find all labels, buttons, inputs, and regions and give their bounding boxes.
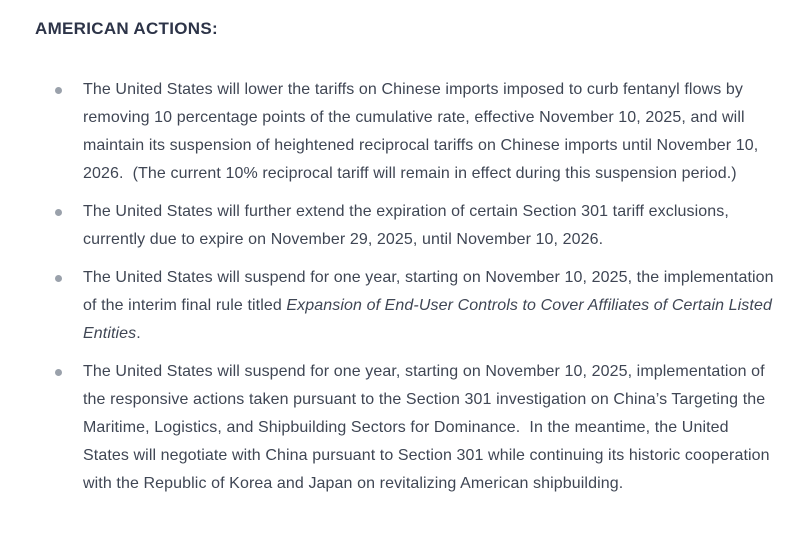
bullet-item [35, 76, 775, 188]
bullet-text-shipbuilding: The United States will suspend for one year, starting on November 10, 2025, implementation of the responsive actions taken pursuant to the Section 301 investigation on China’s Targeting the Maritime, Logistics, and Shipbuilding Sectors for Dominance. In the meantime, the United States will negotiate with China pursuant to Section 301 while continuing its historic cooperation with the Republic of Korea and Japan on revitalizing American shipbuilding. [83, 363, 775, 492]
italic-rule-title: Expansion of End-User Controls to Cover Affiliates of Certain Listed Entities [83, 297, 777, 342]
page-title: AMERICAN ACTIONS: [35, 19, 218, 38]
bullet-icon [55, 209, 62, 216]
bullet-list [35, 76, 779, 498]
bullet-icon [55, 275, 62, 282]
bullet-text-section-301-exclusions: The United States will further extend the expiration of certain Section 301 tariff exclusions, currently due to expire on November 29, 2025, until November 10, 2026. [83, 203, 734, 248]
bullet-item [35, 358, 775, 498]
bullet-text-segment: . [136, 325, 141, 342]
bullet-icon [55, 87, 62, 94]
bullet-text-end-user-controls [83, 264, 779, 348]
bullet-text-fentanyl-tariffs: The United States will lower the tariffs on Chinese imports imposed to curb fentanyl flows by removing 10 percentage points of the cumulative rate, effective November 10, 2025, and will maintain its suspension of heightened reciprocal tariffs on Chinese imports until November 10, 2026. (The current 10% reciprocal tariff will remain in effect during this suspension period.) [83, 81, 763, 182]
bullet-text-segment: The United States will suspend for one year, starting on November 10, 2025, the implementation of the interim final rule titled [83, 269, 779, 314]
bullet-item [35, 198, 775, 254]
bullet-item [35, 264, 779, 348]
bullet-icon [55, 369, 62, 376]
